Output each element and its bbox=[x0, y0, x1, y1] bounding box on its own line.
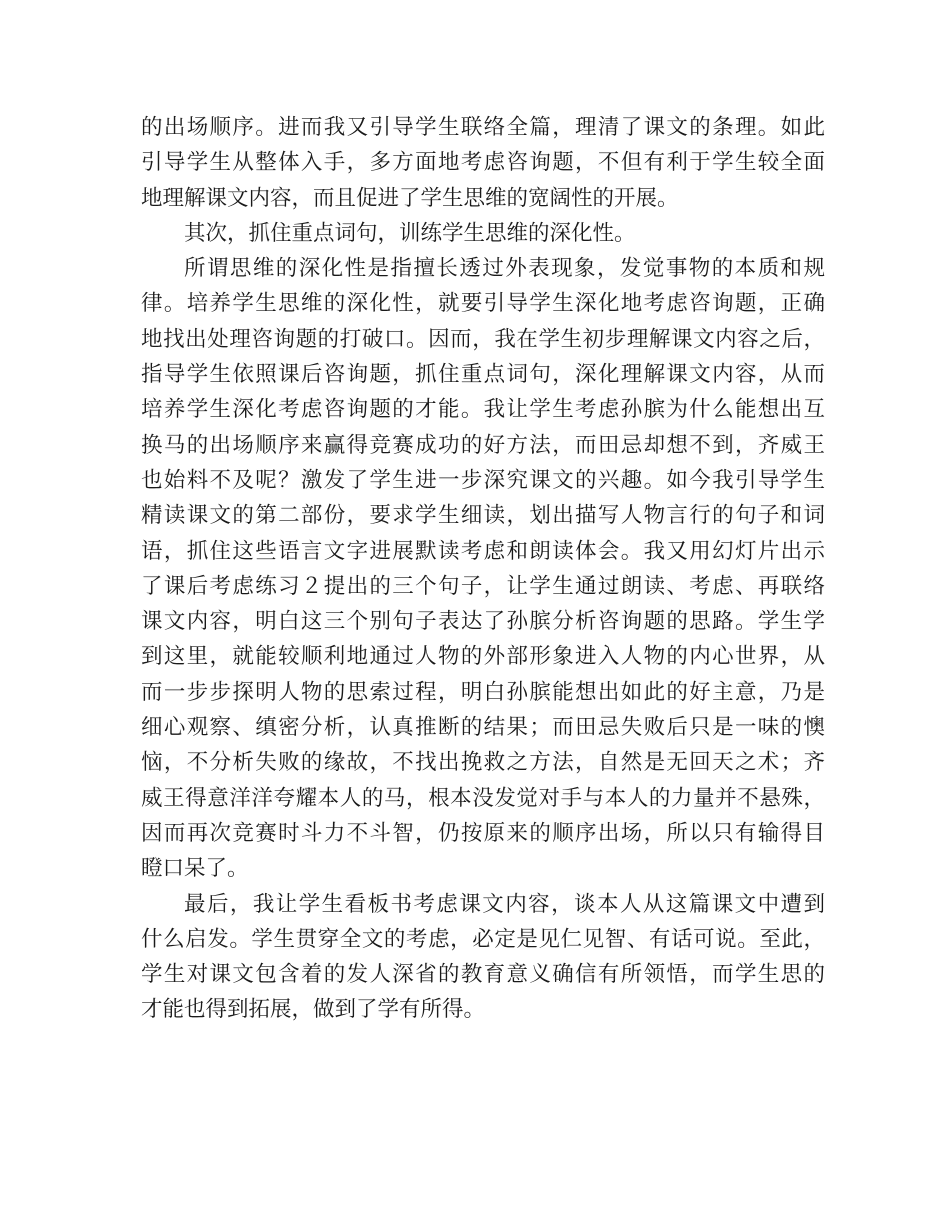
text-line: 威王得意洋洋夸耀本人的马，根本没发觉对手与本人的力量并不悬殊， bbox=[141, 785, 825, 811]
text-line: 培养学生深化考虑咨询题的才能。我让学生考虑孙膑为什么能想出互 bbox=[141, 397, 825, 423]
text-line: 恼，不分析失败的缘故，不找出挽救之方法，自然是无回天之术；齐 bbox=[141, 750, 825, 776]
paragraph bbox=[141, 887, 825, 1028]
text-line: 课文内容，明白这三个别句子表达了孙膑分析咨询题的思路。学生学 bbox=[141, 609, 825, 635]
text-line: 的出场顺序。进而我又引导学生联络全篇，理清了课文的条理。如此 bbox=[141, 115, 825, 140]
text-line: 引导学生从整体入手，多方面地考虑咨询题，不但有利于学生较全面 bbox=[141, 150, 825, 176]
text-line: 才能也得到拓展，做到了学有所得。 bbox=[141, 997, 486, 1023]
text-line: 律。培养学生思维的深化性，就要引导学生深化地考虑咨询题，正确 bbox=[141, 291, 825, 317]
text-line: 最后，我让学生看板书考虑课文内容，谈本人从这篇课文中遭到 bbox=[184, 891, 825, 917]
text-line: 什么启发。学生贯穿全文的考虑，必定是见仁见智、有话可说。至此， bbox=[141, 926, 825, 952]
text-line: 瞪口呆了。 bbox=[141, 856, 249, 882]
text-line: 细心观察、缜密分析，认真推断的结果；而田忌失败后只是一味的懊 bbox=[141, 715, 825, 741]
text-line: 了课后考虑练习２提出的三个句子，让学生通过朗读、考虑、再联络 bbox=[141, 573, 825, 599]
text-line: 所谓思维的深化性是指擅长透过外表现象，发觉事物的本质和规 bbox=[184, 256, 825, 282]
text-line: 学生对课文包含着的发人深省的教育意义确信有所领悟，而学生思的 bbox=[141, 962, 825, 988]
paragraph bbox=[141, 251, 825, 886]
text-line: 到这里，就能较顺利地通过人物的外部形象进入人物的内心世界，从 bbox=[141, 644, 825, 670]
text-line: 而一步步探明人物的思索过程，明白孙膑能想出如此的好主意，乃是 bbox=[141, 679, 825, 705]
text-line: 地理解课文内容，而且促进了学生思维的宽阔性的开展。 bbox=[141, 185, 679, 211]
text-line: 地找出处理咨询题的打破口。因而，我在学生初步理解课文内容之后， bbox=[141, 326, 825, 352]
document-body bbox=[141, 110, 825, 1028]
text-line: 换马的出场顺序来赢得竞赛成功的好方法，而田忌却想不到，齐威王 bbox=[141, 432, 825, 458]
text-line: 因而再次竞赛时斗力不斗智，仍按原来的顺序出场，所以只有输得目 bbox=[141, 820, 825, 846]
text-line: 指导学生依照课后咨询题，抓住重点词句，深化理解课文内容，从而 bbox=[141, 362, 825, 388]
text-line: 也始料不及呢？激发了学生进一步深究课文的兴趣。如今我引导学生 bbox=[141, 467, 825, 493]
paragraph bbox=[141, 110, 825, 216]
text-line: 语，抓住这些语言文字进展默读考虑和朗读体会。我又用幻灯片出示 bbox=[141, 538, 825, 564]
text-line: 其次，抓住重点词句，训练学生思维的深化性。 bbox=[184, 220, 636, 246]
text-line: 精读课文的第二部份，要求学生细读，划出描写人物言行的句子和词 bbox=[141, 503, 825, 529]
paragraph bbox=[141, 216, 825, 251]
